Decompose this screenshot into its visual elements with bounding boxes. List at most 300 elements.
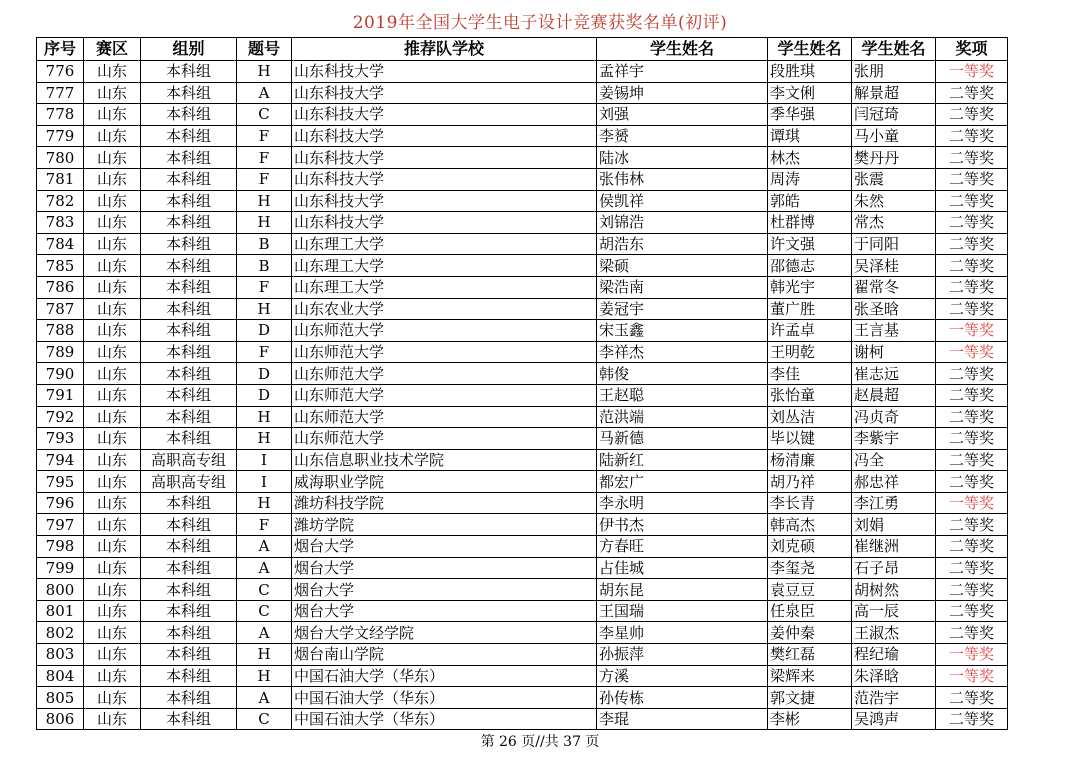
row-student-1: 李琨	[597, 708, 768, 730]
row-student-2: 李佳	[768, 363, 852, 385]
row-award: 二等奖	[936, 298, 1008, 320]
row-student-1: 陆冰	[597, 147, 768, 169]
row-region: 山东	[84, 341, 141, 363]
header-student-1: 学生姓名	[597, 38, 768, 61]
row-group: 本科组	[141, 492, 237, 514]
row-student-1: 刘锦浩	[597, 212, 768, 234]
row-school: 山东科技大学	[292, 82, 597, 104]
row-problem: F	[237, 147, 292, 169]
row-student-3: 程纪瑜	[852, 644, 936, 666]
row-student-1: 韩俊	[597, 363, 768, 385]
row-award: 二等奖	[936, 82, 1008, 104]
row-student-3: 谢柯	[852, 341, 936, 363]
row-problem: H	[237, 428, 292, 450]
row-index: 785	[37, 255, 84, 277]
row-index: 801	[37, 600, 84, 622]
row-school: 山东科技大学	[292, 168, 597, 190]
table-row	[37, 82, 1008, 104]
header-group: 组别	[141, 38, 237, 61]
row-student-1: 王赵聪	[597, 384, 768, 406]
row-problem: A	[237, 622, 292, 644]
row-problem: F	[237, 125, 292, 147]
row-index: 797	[37, 514, 84, 536]
row-group: 本科组	[141, 600, 237, 622]
row-student-3: 冯全	[852, 449, 936, 471]
table-row	[37, 104, 1008, 126]
row-award: 二等奖	[936, 514, 1008, 536]
row-group: 本科组	[141, 687, 237, 709]
row-student-3: 于同阳	[852, 233, 936, 255]
row-region: 山东	[84, 471, 141, 493]
row-award: 二等奖	[936, 276, 1008, 298]
row-student-3: 赵晨超	[852, 384, 936, 406]
row-index: 798	[37, 536, 84, 558]
table-row	[37, 600, 1008, 622]
row-region: 山东	[84, 276, 141, 298]
row-region: 山东	[84, 557, 141, 579]
row-student-3: 吴泽桂	[852, 255, 936, 277]
row-student-2: 胡乃祥	[768, 471, 852, 493]
row-student-1: 梁浩南	[597, 276, 768, 298]
row-student-2: 郭皓	[768, 190, 852, 212]
table-row	[37, 190, 1008, 212]
row-student-2: 刘克硕	[768, 536, 852, 558]
row-student-3: 常杰	[852, 212, 936, 234]
row-award: 二等奖	[936, 622, 1008, 644]
row-problem: C	[237, 579, 292, 601]
row-group: 本科组	[141, 341, 237, 363]
row-student-1: 刘强	[597, 104, 768, 126]
row-school: 山东理工大学	[292, 233, 597, 255]
row-student-3: 李紫宇	[852, 428, 936, 450]
row-award: 二等奖	[936, 557, 1008, 579]
row-problem: C	[237, 708, 292, 730]
row-student-3: 张圣晗	[852, 298, 936, 320]
row-award: 二等奖	[936, 212, 1008, 234]
row-school: 山东信息职业技术学院	[292, 449, 597, 471]
row-index: 802	[37, 622, 84, 644]
table-row	[37, 212, 1008, 234]
row-problem: D	[237, 363, 292, 385]
row-school: 山东科技大学	[292, 61, 597, 83]
row-problem: A	[237, 536, 292, 558]
row-group: 本科组	[141, 212, 237, 234]
row-group: 本科组	[141, 665, 237, 687]
row-award: 二等奖	[936, 536, 1008, 558]
row-group: 高职高专组	[141, 471, 237, 493]
row-region: 山东	[84, 384, 141, 406]
row-award: 二等奖	[936, 190, 1008, 212]
row-student-1: 方溪	[597, 665, 768, 687]
row-student-1: 都宏广	[597, 471, 768, 493]
row-student-2: 李长青	[768, 492, 852, 514]
table-row	[37, 276, 1008, 298]
row-school: 烟台大学	[292, 600, 597, 622]
row-award: 一等奖	[936, 61, 1008, 83]
row-student-2: 季华强	[768, 104, 852, 126]
row-student-3: 闫冠琦	[852, 104, 936, 126]
row-region: 山东	[84, 687, 141, 709]
row-group: 本科组	[141, 61, 237, 83]
row-student-1: 孙振萍	[597, 644, 768, 666]
table-body	[37, 61, 1008, 730]
row-region: 山东	[84, 255, 141, 277]
row-school: 烟台南山学院	[292, 644, 597, 666]
row-award: 二等奖	[936, 600, 1008, 622]
row-student-2: 姜仲秦	[768, 622, 852, 644]
row-school: 烟台大学文经学院	[292, 622, 597, 644]
row-school: 中国石油大学（华东）	[292, 708, 597, 730]
row-student-2: 李彬	[768, 708, 852, 730]
row-school: 山东科技大学	[292, 190, 597, 212]
header-index: 序号	[37, 38, 84, 61]
row-award: 二等奖	[936, 449, 1008, 471]
row-student-2: 韩高杰	[768, 514, 852, 536]
row-group: 本科组	[141, 644, 237, 666]
row-group: 本科组	[141, 190, 237, 212]
row-student-3: 胡树然	[852, 579, 936, 601]
row-index: 794	[37, 449, 84, 471]
row-index: 787	[37, 298, 84, 320]
row-group: 本科组	[141, 276, 237, 298]
row-student-2: 樊红磊	[768, 644, 852, 666]
row-region: 山东	[84, 644, 141, 666]
row-school: 山东师范大学	[292, 406, 597, 428]
row-group: 本科组	[141, 579, 237, 601]
row-problem: H	[237, 406, 292, 428]
row-student-1: 孟祥宇	[597, 61, 768, 83]
header-school: 推荐队学校	[292, 38, 597, 61]
row-index: 784	[37, 233, 84, 255]
row-award: 二等奖	[936, 168, 1008, 190]
row-student-1: 李祥杰	[597, 341, 768, 363]
row-index: 781	[37, 168, 84, 190]
header-problem: 题号	[237, 38, 292, 61]
row-problem: F	[237, 276, 292, 298]
table-row	[37, 298, 1008, 320]
row-award: 一等奖	[936, 665, 1008, 687]
row-problem: F	[237, 514, 292, 536]
table-row	[37, 514, 1008, 536]
row-group: 本科组	[141, 320, 237, 342]
awards-table	[36, 37, 1008, 730]
row-group: 本科组	[141, 363, 237, 385]
row-index: 796	[37, 492, 84, 514]
row-region: 山东	[84, 168, 141, 190]
row-school: 烟台大学	[292, 536, 597, 558]
row-school: 潍坊学院	[292, 514, 597, 536]
row-award: 二等奖	[936, 471, 1008, 493]
row-group: 本科组	[141, 708, 237, 730]
row-school: 山东师范大学	[292, 363, 597, 385]
row-student-2: 许文强	[768, 233, 852, 255]
row-award: 二等奖	[936, 104, 1008, 126]
row-index: 783	[37, 212, 84, 234]
row-school: 中国石油大学（华东）	[292, 687, 597, 709]
row-problem: H	[237, 644, 292, 666]
row-index: 803	[37, 644, 84, 666]
row-student-3: 朱泽晗	[852, 665, 936, 687]
row-student-3: 冯贞奇	[852, 406, 936, 428]
row-region: 山东	[84, 104, 141, 126]
row-student-1: 张伟林	[597, 168, 768, 190]
row-student-3: 崔志远	[852, 363, 936, 385]
row-student-1: 马新德	[597, 428, 768, 450]
row-award: 二等奖	[936, 147, 1008, 169]
row-index: 799	[37, 557, 84, 579]
row-index: 805	[37, 687, 84, 709]
row-student-1: 宋玉鑫	[597, 320, 768, 342]
row-school: 山东理工大学	[292, 276, 597, 298]
table-header-row	[37, 38, 1008, 61]
row-index: 779	[37, 125, 84, 147]
table-row	[37, 449, 1008, 471]
row-group: 本科组	[141, 168, 237, 190]
row-region: 山东	[84, 579, 141, 601]
row-problem: A	[237, 557, 292, 579]
table-row	[37, 147, 1008, 169]
table-row	[37, 665, 1008, 687]
row-index: 789	[37, 341, 84, 363]
row-group: 本科组	[141, 147, 237, 169]
row-student-2: 刘丛洁	[768, 406, 852, 428]
row-student-2: 李文俐	[768, 82, 852, 104]
row-student-3: 李江勇	[852, 492, 936, 514]
row-student-3: 张震	[852, 168, 936, 190]
row-region: 山东	[84, 147, 141, 169]
row-student-3: 高一辰	[852, 600, 936, 622]
row-school: 中国石油大学（华东）	[292, 665, 597, 687]
row-school: 山东师范大学	[292, 428, 597, 450]
row-region: 山东	[84, 600, 141, 622]
row-student-3: 朱然	[852, 190, 936, 212]
table-row	[37, 406, 1008, 428]
row-index: 806	[37, 708, 84, 730]
row-group: 本科组	[141, 233, 237, 255]
row-group: 本科组	[141, 104, 237, 126]
row-school: 山东师范大学	[292, 320, 597, 342]
header-student-2: 学生姓名	[768, 38, 852, 61]
row-student-3: 石子昂	[852, 557, 936, 579]
row-group: 本科组	[141, 298, 237, 320]
row-problem: A	[237, 82, 292, 104]
row-problem: C	[237, 104, 292, 126]
row-index: 778	[37, 104, 84, 126]
row-group: 本科组	[141, 622, 237, 644]
row-student-2: 林杰	[768, 147, 852, 169]
row-problem: H	[237, 492, 292, 514]
row-school: 山东科技大学	[292, 147, 597, 169]
row-award: 一等奖	[936, 341, 1008, 363]
row-group: 本科组	[141, 536, 237, 558]
row-region: 山东	[84, 406, 141, 428]
row-index: 800	[37, 579, 84, 601]
table-row	[37, 363, 1008, 385]
row-region: 山东	[84, 622, 141, 644]
row-student-2: 许孟卓	[768, 320, 852, 342]
row-student-1: 孙传栋	[597, 687, 768, 709]
row-student-2: 谭琪	[768, 125, 852, 147]
row-student-2: 毕以键	[768, 428, 852, 450]
row-student-1: 姜锡坤	[597, 82, 768, 104]
row-region: 山东	[84, 233, 141, 255]
row-group: 本科组	[141, 255, 237, 277]
table-row	[37, 557, 1008, 579]
row-student-1: 梁硕	[597, 255, 768, 277]
row-student-2: 邵德志	[768, 255, 852, 277]
row-index: 795	[37, 471, 84, 493]
row-student-2: 周涛	[768, 168, 852, 190]
row-student-3: 吴鸿声	[852, 708, 936, 730]
row-student-2: 李玺尧	[768, 557, 852, 579]
row-problem: H	[237, 190, 292, 212]
row-index: 782	[37, 190, 84, 212]
row-student-2: 梁辉来	[768, 665, 852, 687]
row-school: 威海职业学院	[292, 471, 597, 493]
row-student-2: 韩光宇	[768, 276, 852, 298]
row-school: 山东科技大学	[292, 212, 597, 234]
row-student-3: 马小童	[852, 125, 936, 147]
row-index: 792	[37, 406, 84, 428]
header-student-3: 学生姓名	[852, 38, 936, 61]
row-index: 790	[37, 363, 84, 385]
header-region: 赛区	[84, 38, 141, 61]
table-row	[37, 644, 1008, 666]
row-award: 二等奖	[936, 255, 1008, 277]
row-index: 776	[37, 61, 84, 83]
row-group: 本科组	[141, 406, 237, 428]
table-row	[37, 471, 1008, 493]
row-region: 山东	[84, 298, 141, 320]
row-index: 780	[37, 147, 84, 169]
row-region: 山东	[84, 320, 141, 342]
row-student-3: 樊丹丹	[852, 147, 936, 169]
row-region: 山东	[84, 449, 141, 471]
row-problem: I	[237, 449, 292, 471]
row-student-3: 王淑杰	[852, 622, 936, 644]
row-school: 山东科技大学	[292, 104, 597, 126]
row-school: 烟台大学	[292, 579, 597, 601]
row-problem: B	[237, 255, 292, 277]
row-problem: D	[237, 320, 292, 342]
row-region: 山东	[84, 61, 141, 83]
row-student-1: 方春旺	[597, 536, 768, 558]
row-award: 二等奖	[936, 363, 1008, 385]
row-region: 山东	[84, 708, 141, 730]
header-award: 奖项	[936, 38, 1008, 61]
row-problem: F	[237, 168, 292, 190]
row-problem: A	[237, 687, 292, 709]
row-award: 二等奖	[936, 687, 1008, 709]
row-student-3: 翟常冬	[852, 276, 936, 298]
row-student-2: 段胜琪	[768, 61, 852, 83]
row-student-1: 陆新红	[597, 449, 768, 471]
row-region: 山东	[84, 665, 141, 687]
table-row	[37, 168, 1008, 190]
row-student-1: 占佳城	[597, 557, 768, 579]
row-award: 二等奖	[936, 708, 1008, 730]
table-row	[37, 61, 1008, 83]
row-region: 山东	[84, 82, 141, 104]
row-region: 山东	[84, 212, 141, 234]
row-student-3: 张朋	[852, 61, 936, 83]
row-region: 山东	[84, 492, 141, 514]
row-student-2: 任泉臣	[768, 600, 852, 622]
table-row	[37, 233, 1008, 255]
row-school: 山东科技大学	[292, 125, 597, 147]
table-row	[37, 622, 1008, 644]
row-index: 786	[37, 276, 84, 298]
row-award: 二等奖	[936, 384, 1008, 406]
row-student-2: 杜群博	[768, 212, 852, 234]
row-group: 本科组	[141, 82, 237, 104]
row-student-1: 胡浩东	[597, 233, 768, 255]
row-student-2: 王明乾	[768, 341, 852, 363]
row-award: 一等奖	[936, 492, 1008, 514]
row-student-1: 李星帅	[597, 622, 768, 644]
row-index: 777	[37, 82, 84, 104]
row-problem: H	[237, 61, 292, 83]
row-award: 二等奖	[936, 428, 1008, 450]
row-student-3: 解景超	[852, 82, 936, 104]
row-group: 高职高专组	[141, 449, 237, 471]
row-student-1: 侯凯祥	[597, 190, 768, 212]
row-student-2: 董广胜	[768, 298, 852, 320]
row-school: 山东理工大学	[292, 255, 597, 277]
row-student-1: 李赟	[597, 125, 768, 147]
row-student-1: 伊书杰	[597, 514, 768, 536]
page-footer: 第 26 页//共 37 页	[480, 734, 600, 750]
row-index: 791	[37, 384, 84, 406]
row-student-1: 胡东昆	[597, 579, 768, 601]
table-row	[37, 708, 1008, 730]
row-student-1: 范洪端	[597, 406, 768, 428]
row-student-3: 范浩宇	[852, 687, 936, 709]
row-student-2: 杨清廉	[768, 449, 852, 471]
row-award: 二等奖	[936, 406, 1008, 428]
row-region: 山东	[84, 514, 141, 536]
table-row	[37, 579, 1008, 601]
table-row	[37, 687, 1008, 709]
table-row	[37, 341, 1008, 363]
row-problem: D	[237, 384, 292, 406]
row-group: 本科组	[141, 428, 237, 450]
row-problem: H	[237, 212, 292, 234]
document-title: 2019年全国大学生电子设计竞赛获奖名单(初评)	[352, 13, 728, 33]
row-group: 本科组	[141, 125, 237, 147]
row-group: 本科组	[141, 384, 237, 406]
row-student-1: 姜冠宇	[597, 298, 768, 320]
row-student-2: 张怡童	[768, 384, 852, 406]
row-problem: F	[237, 341, 292, 363]
table-row	[37, 492, 1008, 514]
row-group: 本科组	[141, 514, 237, 536]
table-row	[37, 536, 1008, 558]
row-problem: B	[237, 233, 292, 255]
row-group: 本科组	[141, 557, 237, 579]
row-student-1: 王国瑞	[597, 600, 768, 622]
table-row	[37, 428, 1008, 450]
row-student-3: 郝忠祥	[852, 471, 936, 493]
row-school: 山东农业大学	[292, 298, 597, 320]
row-student-2: 袁豆豆	[768, 579, 852, 601]
row-problem: H	[237, 665, 292, 687]
row-index: 793	[37, 428, 84, 450]
table-row	[37, 125, 1008, 147]
table-row	[37, 255, 1008, 277]
row-problem: I	[237, 471, 292, 493]
row-school: 潍坊科技学院	[292, 492, 597, 514]
